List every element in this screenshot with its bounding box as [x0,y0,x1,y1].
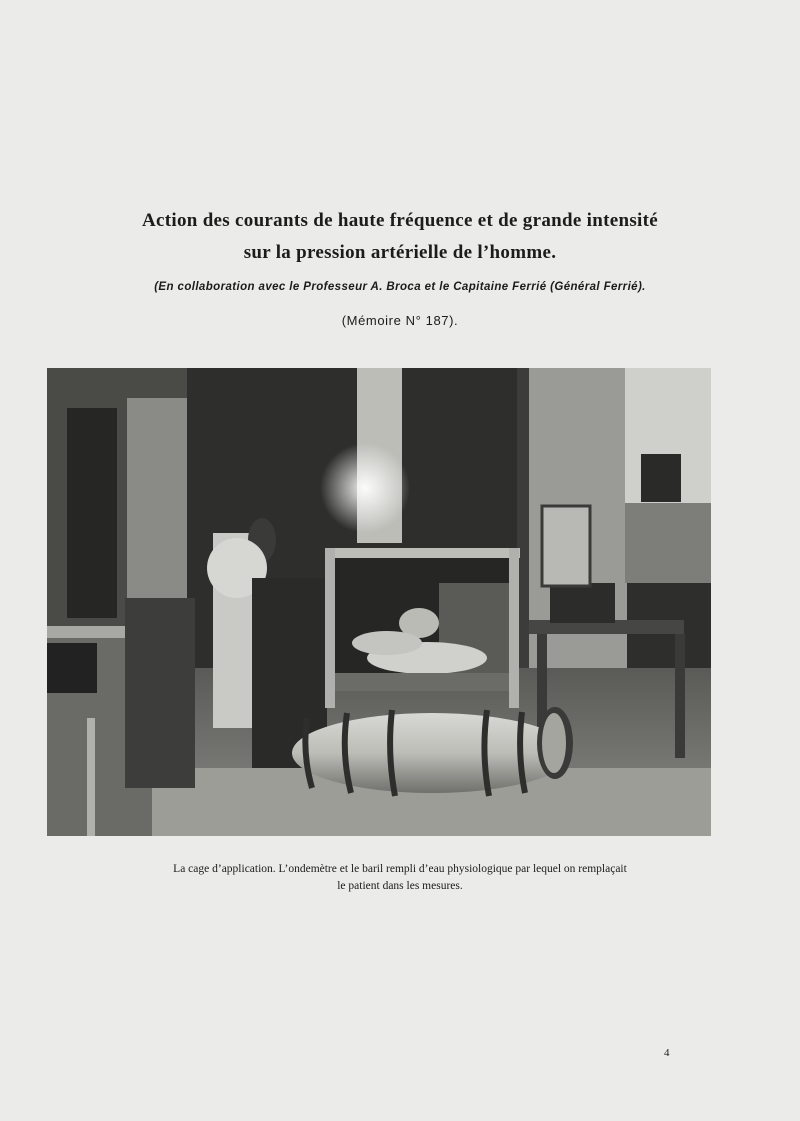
photograph-illustration [47,368,711,836]
title-line-1: Action des courants de haute fréquence et de grande intensité [142,210,658,231]
caption-line-1: La cage d’application. L’ondemètre et le baril rempli d’eau physiologique par lequel on remplaçait [173,863,627,875]
memoire-number: (Mémoire N° 187). [341,313,459,328]
caption-line-2: le patient dans les mesures. [337,880,463,892]
laboratory-photograph [47,368,711,836]
page-number: 4 [664,1047,670,1059]
photo-caption [60,861,740,895]
title-line-2: sur la pression artérielle de l’homme. [243,242,557,263]
collaboration-note: (En collaboration avec le Professeur A. Broca et le Capitaine Ferrié (Général Ferrié). [154,281,646,293]
